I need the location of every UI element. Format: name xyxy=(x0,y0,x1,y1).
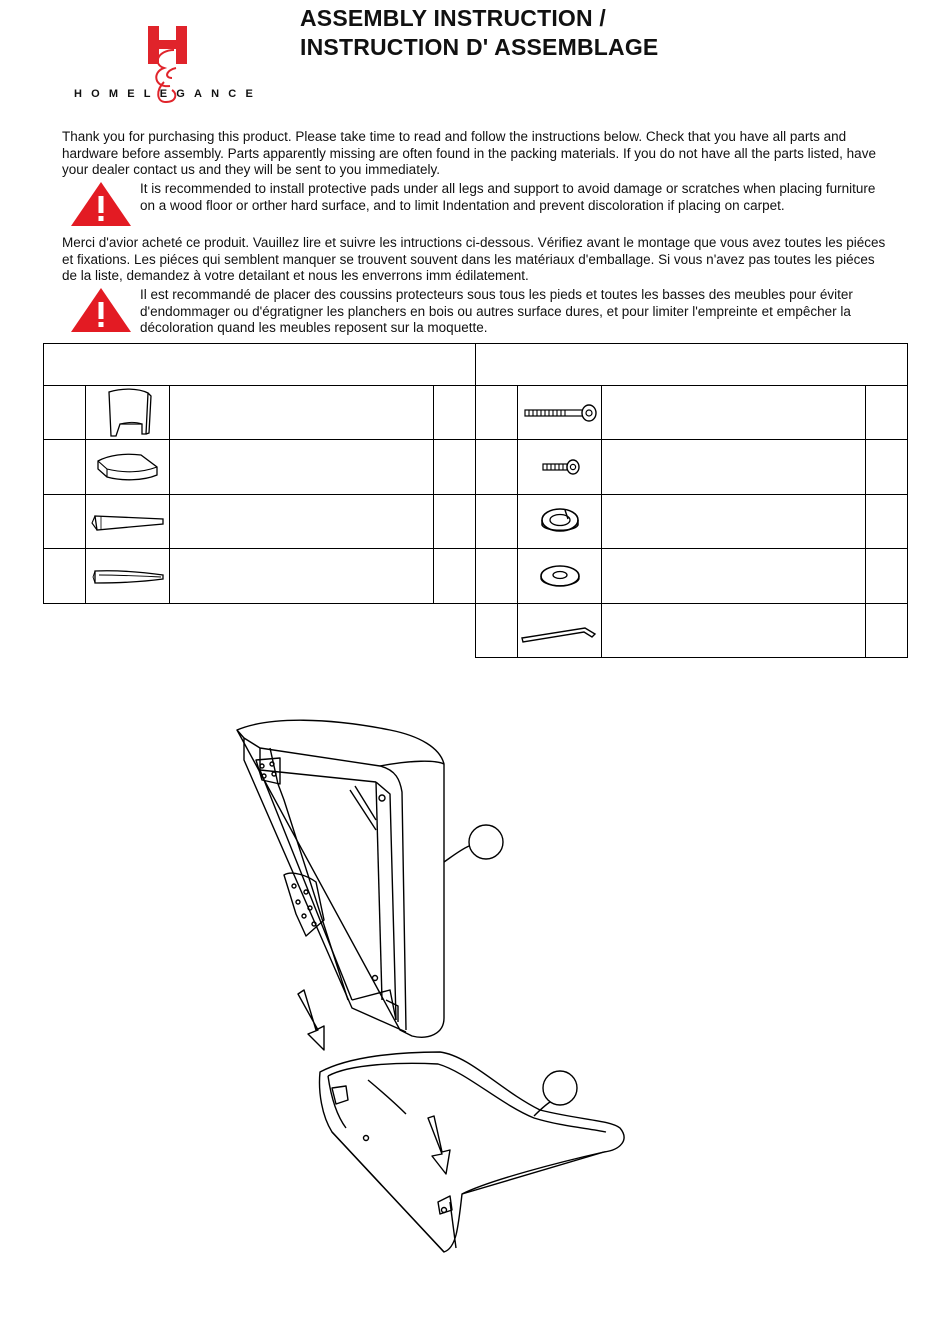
short-bolt-icon xyxy=(535,454,585,480)
hardware-table-header xyxy=(476,344,908,386)
hardware-row xyxy=(476,604,908,658)
part-quantity-cell xyxy=(434,386,476,440)
flat-washer-icon xyxy=(535,556,585,596)
part-description-cell xyxy=(170,386,434,440)
brand-wordmark: HOMELEGANCE xyxy=(74,88,262,100)
hardware-header-cell xyxy=(476,344,908,386)
part-picture-cell xyxy=(86,495,170,549)
hardware-quantity-cell xyxy=(866,549,908,604)
hardware-description-cell xyxy=(602,386,866,440)
part-letter-cell xyxy=(44,495,86,549)
title-line-french: INSTRUCTION D' ASSEMBLAGE xyxy=(300,34,659,60)
hardware-row xyxy=(476,495,908,549)
warning-french-text: Il est recommandé de placer des coussins protecteurs sous tous les pieds et toutes les basses des meubles pour éviter d'endommager ou d'égratigner les planchers en bois ou autres surface dures, et pour limiter l'empreinte et empêcher la décoloration quand les meubles reposent sur la moquette. xyxy=(140,287,853,335)
hardware-picture-cell xyxy=(518,549,602,604)
hardware-quantity-cell xyxy=(866,440,908,495)
long-bolt-icon xyxy=(521,400,599,426)
hardware-letter-cell xyxy=(476,495,518,549)
rear-leg-icon xyxy=(89,561,167,591)
hardware-picture-cell xyxy=(518,495,602,549)
allen-key-icon xyxy=(519,616,601,646)
parts-header-cell xyxy=(44,344,476,386)
warning-icon xyxy=(70,287,132,333)
hardware-table xyxy=(475,343,908,658)
hardware-quantity-cell xyxy=(866,604,908,658)
hardware-row xyxy=(476,386,908,440)
part-picture-cell xyxy=(86,440,170,495)
intro-english-text: Thank you for purchasing this product. Please take time to read and follow the instructions below. Check that you have all parts and hardware before assembly. Parts apparently missing are often found in the packing materials. If you do not have all the parts listed, have your dealer contact us and they will be sent to you immediately. xyxy=(62,129,876,177)
hardware-row xyxy=(476,549,908,604)
part-quantity-cell xyxy=(434,440,476,495)
hardware-description-cell xyxy=(602,495,866,549)
parts-row xyxy=(44,440,476,495)
hardware-quantity-cell xyxy=(866,386,908,440)
hardware-description-cell xyxy=(602,604,866,658)
hardware-quantity-cell xyxy=(866,495,908,549)
front-leg-icon xyxy=(89,507,167,537)
part-description-cell xyxy=(170,440,434,495)
parts-table-header xyxy=(44,344,476,386)
part-description-cell xyxy=(170,549,434,604)
intro-french-text: Merci d'avior acheté ce produit. Vauillez lire et suivre les intructions ci-dessous. Vérifiez avant le montage que vous avez toutes les piéces et fixations. Les piéces qui semblent manquer se trouvent souvent dans les matériaux d'emballage. Si vous n'avez pas toutes les piéces de la liste, demandez à votre detailant et nous les enverrons imm édilatement. xyxy=(62,235,886,283)
diagram-callout-2 xyxy=(543,1071,577,1105)
part-quantity-cell xyxy=(434,495,476,549)
part-quantity-cell xyxy=(434,549,476,604)
hardware-picture-cell xyxy=(518,386,602,440)
part-letter-cell xyxy=(44,549,86,604)
part-description-cell xyxy=(170,495,434,549)
hardware-letter-cell xyxy=(476,549,518,604)
chair-back-onto-seat-assembly-icon xyxy=(200,700,700,1270)
hardware-row xyxy=(476,440,908,495)
seat-cushion-icon xyxy=(93,447,163,487)
hardware-picture-cell xyxy=(518,440,602,495)
hardware-letter-cell xyxy=(476,386,518,440)
parts-table xyxy=(43,343,476,604)
hardware-letter-cell xyxy=(476,604,518,658)
diagram-callout-1 xyxy=(469,825,503,859)
parts-row xyxy=(44,549,476,604)
title-line-english: ASSEMBLY INSTRUCTION / xyxy=(300,5,606,31)
warning-icon xyxy=(70,181,132,227)
part-picture-cell xyxy=(86,386,170,440)
part-letter-cell xyxy=(44,386,86,440)
hardware-description-cell xyxy=(602,440,866,495)
homelegance-logo xyxy=(72,20,277,120)
part-picture-cell xyxy=(86,549,170,604)
hardware-description-cell xyxy=(602,549,866,604)
spring-washer-icon xyxy=(535,502,585,542)
parts-row xyxy=(44,495,476,549)
warning-english-text: It is recommended to install protective pads under all legs and support to avoid damage or scratches when placing furniture on a wood floor or orther hard surface, and to limit Indentation and prevent discoloration if placing on carpet. xyxy=(140,181,876,213)
page-title xyxy=(300,4,658,62)
hardware-picture-cell xyxy=(518,604,602,658)
parts-row xyxy=(44,386,476,440)
hardware-letter-cell xyxy=(476,440,518,495)
chair-back-icon xyxy=(98,388,158,438)
part-letter-cell xyxy=(44,440,86,495)
